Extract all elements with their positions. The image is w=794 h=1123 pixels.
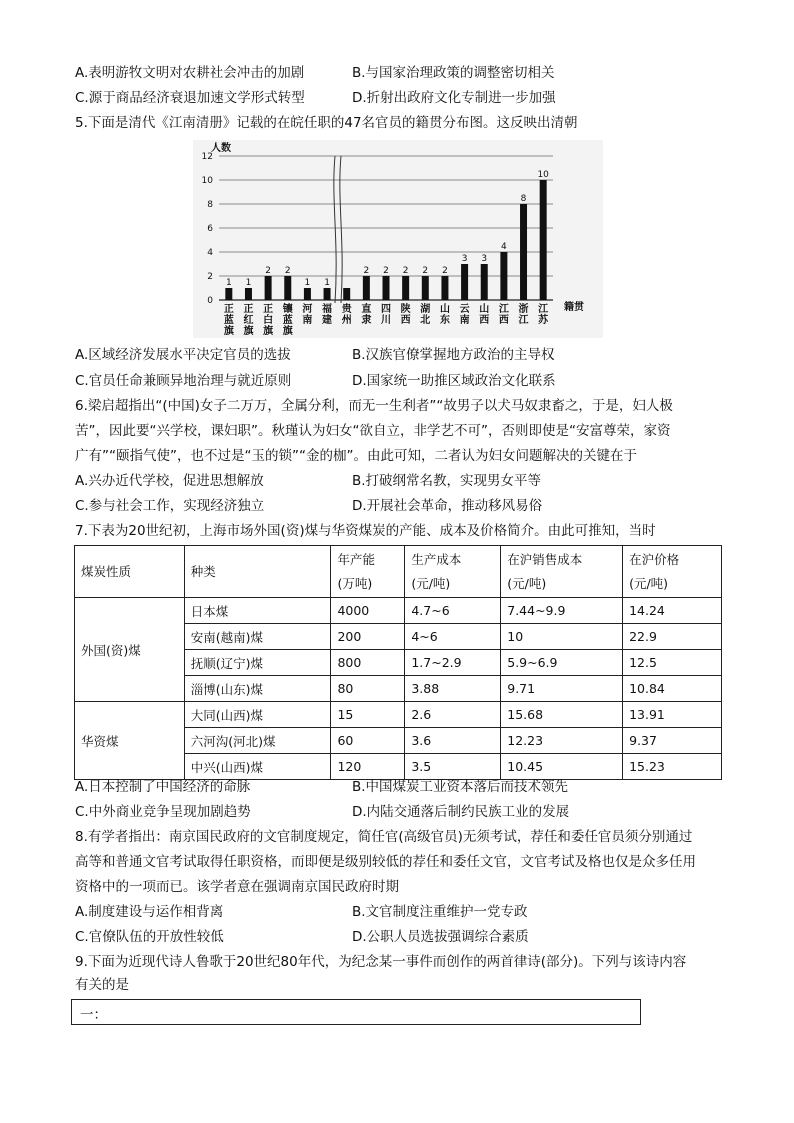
q7-option-c: C.中外商业竞争呈现加剧趋势 (75, 804, 251, 820)
q6-option-a: A.兴办近代学校，促进思想解放 (75, 473, 264, 489)
x-tick-label: 湖北 (420, 304, 431, 326)
cell-capacity: 60 (331, 728, 405, 754)
bar (225, 288, 232, 300)
bar (402, 276, 409, 300)
x-tick-label: 直隶 (361, 304, 372, 326)
chart-canvas (193, 140, 603, 338)
q6-stem-line-1: 6.梁启超指出“(中国)女子二万万，全属分利，而无一生利者”“故男子以犬马奴隶畜之，于是，妇人极 (75, 398, 673, 414)
bar-value-label: 2 (422, 266, 429, 276)
x-tick-label: 四川 (381, 304, 391, 326)
bar-value-label: 8 (520, 194, 527, 204)
cell-price: 12.5 (623, 650, 722, 676)
x-tick-label: 河南 (302, 304, 313, 326)
group-nature-foreign: 外国(资)煤 (75, 598, 185, 702)
cell-cost: 2.6 (405, 702, 501, 728)
bar-value-label: 2 (402, 266, 409, 276)
cell-sale-cost: 12.23 (501, 728, 623, 754)
x-tick-label: 江西 (498, 304, 509, 326)
bar (540, 180, 547, 300)
cell-cost: 3.88 (405, 676, 501, 702)
x-tick-label: 镶蓝旗 (282, 304, 293, 337)
bar-value-label: 2 (442, 266, 448, 276)
poem-label: 一： (80, 1007, 107, 1023)
cell-price: 9.37 (623, 728, 722, 754)
q7-stem: 7.下表为20世纪初，上海市场外国(资)煤与华资煤炭的产能、成本及价格简介。由此可推知，当时 (75, 523, 656, 539)
q8-option-d: D.公职人员选拔强调综合素质 (352, 929, 529, 945)
q7-option-b: B.中国煤炭工业资本落后而技术领先 (352, 779, 569, 795)
cell-kind: 日本煤 (184, 598, 331, 624)
cell-price: 13.91 (623, 702, 722, 728)
header-nature: 煤炭性质 (75, 546, 185, 598)
q8-option-b: B.文官制度注重维护一党专政 (352, 904, 528, 920)
q7-option-a: A.日本控制了中国经济的命脉 (75, 779, 251, 795)
y-tick-label: 6 (207, 224, 213, 234)
cell-capacity: 800 (331, 650, 405, 676)
cell-kind: 六河沟(河北)煤 (184, 728, 331, 754)
cell-capacity: 120 (331, 754, 405, 780)
bar (324, 288, 331, 300)
bar (422, 276, 429, 300)
bar (304, 288, 311, 300)
cell-kind: 大同(山西)煤 (184, 702, 331, 728)
y-tick-label: 10 (201, 176, 213, 186)
header-cost: 生产成本 (元/吨) (405, 546, 501, 598)
x-tick-label: 正白旗 (263, 304, 274, 337)
bar (284, 276, 291, 300)
chart-bars-group (225, 170, 549, 300)
axis-break-line-right (340, 156, 342, 303)
bar-value-label: 1 (324, 278, 330, 288)
cell-sale-cost: 15.68 (501, 702, 623, 728)
bar-value-label: 2 (383, 266, 389, 276)
q7-option-d: D.内陆交通落后制约民族工业的发展 (352, 804, 570, 820)
cell-capacity: 80 (331, 676, 405, 702)
q5-option-c: C.官员任命兼顾异地治理与就近原则 (75, 373, 292, 389)
x-tick-label: 云南 (459, 304, 470, 326)
cell-sale-cost: 9.71 (501, 676, 623, 702)
x-tick-label: 陕西 (400, 304, 411, 326)
cell-sale-cost: 10.45 (501, 754, 623, 780)
bar-value-label: 1 (225, 278, 232, 288)
cell-sale-cost: 5.9~6.9 (501, 650, 623, 676)
table-row (75, 598, 722, 624)
bar-value-label: 1 (245, 278, 252, 288)
q6-option-d: D.开展社会革命，推动移风易俗 (352, 498, 543, 514)
x-tick-label: 贵州 (341, 304, 352, 326)
x-tick-label: 浙江 (518, 304, 529, 326)
cell-capacity: 15 (331, 702, 405, 728)
bar (245, 288, 252, 300)
bar (343, 288, 350, 300)
bar (363, 276, 370, 300)
cell-capacity: 200 (331, 624, 405, 650)
group-nature-chinese: 华资煤 (75, 702, 185, 780)
table-header-row (75, 546, 722, 598)
y-tick-label: 12 (201, 152, 213, 162)
q6-option-c: C.参与社会工作，实现经济独立 (75, 498, 265, 514)
cell-price: 22.9 (623, 624, 722, 650)
axis-break-line-left (334, 156, 336, 303)
bar (383, 276, 390, 300)
q6-option-b: B.打破纲常名教，实现男女平等 (352, 473, 542, 489)
table-row (75, 702, 722, 728)
y-tick-label: 2 (207, 272, 213, 282)
y-tick-label: 0 (207, 296, 213, 306)
birthplace-bar-chart (193, 140, 603, 338)
x-tick-label: 正红旗 (243, 304, 254, 337)
bar (265, 276, 272, 300)
bar (500, 252, 507, 300)
x-tick-label: 山西 (479, 304, 490, 326)
q9-stem-line-2: 有关的是 (75, 977, 129, 993)
bar (461, 264, 468, 300)
cell-sale-cost: 7.44~9.9 (501, 598, 623, 624)
bar-value-label: 2 (284, 266, 291, 276)
bar (481, 264, 488, 300)
cell-cost: 1.7~2.9 (405, 650, 501, 676)
bar (441, 276, 448, 300)
cell-capacity: 4000 (331, 598, 405, 624)
cell-kind: 抚顺(辽宁)煤 (184, 650, 331, 676)
q4-option-d: D.折射出政府文化专制进一步加强 (352, 90, 556, 106)
cell-kind: 安南(越南)煤 (184, 624, 331, 650)
x-tick-label: 正蓝旗 (223, 304, 234, 337)
cell-kind: 淄博(山东)煤 (184, 676, 331, 702)
q5-option-d: D.国家统一助推区域政治文化联系 (352, 373, 556, 389)
q4-option-b: B.与国家治理政策的调整密切相关 (352, 65, 555, 81)
x-tick-label: 福建 (322, 304, 333, 326)
x-tick-label: 山东 (439, 304, 450, 326)
q4-option-a: A.表明游牧文明对农耕社会冲击的加剧 (75, 65, 305, 81)
bar (520, 204, 527, 300)
q8-option-c: C.官僚队伍的开放性较低 (75, 929, 224, 945)
y-axis-label: 人数 (211, 143, 231, 154)
poem-box (71, 999, 641, 1025)
q5-option-a: A.区域经济发展水平决定官员的选拔 (75, 347, 291, 363)
cell-price: 10.84 (623, 676, 722, 702)
cell-kind: 中兴(山西)煤 (184, 754, 331, 780)
header-sale-cost: 在沪销售成本 (元/吨) (501, 546, 623, 598)
cell-cost: 3.6 (405, 728, 501, 754)
x-axis-label: 籍贯 (564, 302, 584, 313)
bar-value-label: 3 (461, 254, 468, 264)
bar-value-label: 2 (363, 266, 370, 276)
chart-x-labels (224, 302, 549, 337)
q5-option-b: B.汉族官僚掌握地方政治的主导权 (352, 347, 555, 363)
bar-value-label: 4 (501, 242, 507, 252)
header-price: 在沪价格 (元/吨) (623, 546, 722, 598)
cell-cost: 4~6 (405, 624, 501, 650)
header-capacity: 年产能 (万吨) (331, 546, 405, 598)
bar-value-label: 10 (537, 170, 549, 180)
bar-value-label: 1 (304, 278, 311, 288)
q9-stem-line-1: 9.下面为近现代诗人鲁歌于20世纪80年代，为纪念某一事件而创作的两首律诗(部分)。下列与该诗内容 (75, 954, 687, 970)
cell-sale-cost: 10 (501, 624, 623, 650)
q6-stem-line-3: 广有”“颐指气使”，也不过是“玉的锁”“金的枷”。由此可知，二者认为妇女问题解决的关键在于 (75, 448, 637, 464)
header-kind: 种类 (184, 546, 331, 598)
cell-price: 15.23 (623, 754, 722, 780)
y-tick-label: 4 (207, 248, 213, 258)
coal-price-table (74, 545, 722, 780)
q4-option-c: C.源于商品经济衰退加速文学形式转型 (75, 90, 305, 106)
q5-stem: 5.下面是清代《江南清册》记载的在皖任职的47名官员的籍贯分布图。这反映出清朝 (75, 115, 578, 131)
cell-cost: 4.7~6 (405, 598, 501, 624)
x-tick-label: 江苏 (538, 304, 549, 326)
q8-stem-line-1: 8.有学者指出：南京国民政府的文官制度规定，简任官(高级官员)无须考试，荐任和委任官员须分别通过 (75, 829, 693, 845)
q6-stem-line-2: 苦”，因此要“兴学校，课妇职”。秋瑾认为妇女“欲自立，非学艺不可”，否则即使是“安富尊荣，家资 (75, 423, 671, 439)
cell-price: 14.24 (623, 598, 722, 624)
q8-option-a: A.制度建设与运作相背离 (75, 904, 224, 920)
q8-stem-line-3: 资格中的一项而已。该学者意在强调南京国民政府时期 (75, 879, 399, 895)
y-tick-label: 8 (207, 200, 213, 210)
bar-value-label: 3 (481, 254, 488, 264)
q8-stem-line-2: 高等和普通文官考试取得任职资格，而即便是级别较低的荐任和委任文官，文官考试及格也仅是众多任用 (75, 854, 696, 870)
bar-value-label: 2 (265, 266, 271, 276)
chart-y-ticks (202, 152, 214, 306)
cell-cost: 3.5 (405, 754, 501, 780)
